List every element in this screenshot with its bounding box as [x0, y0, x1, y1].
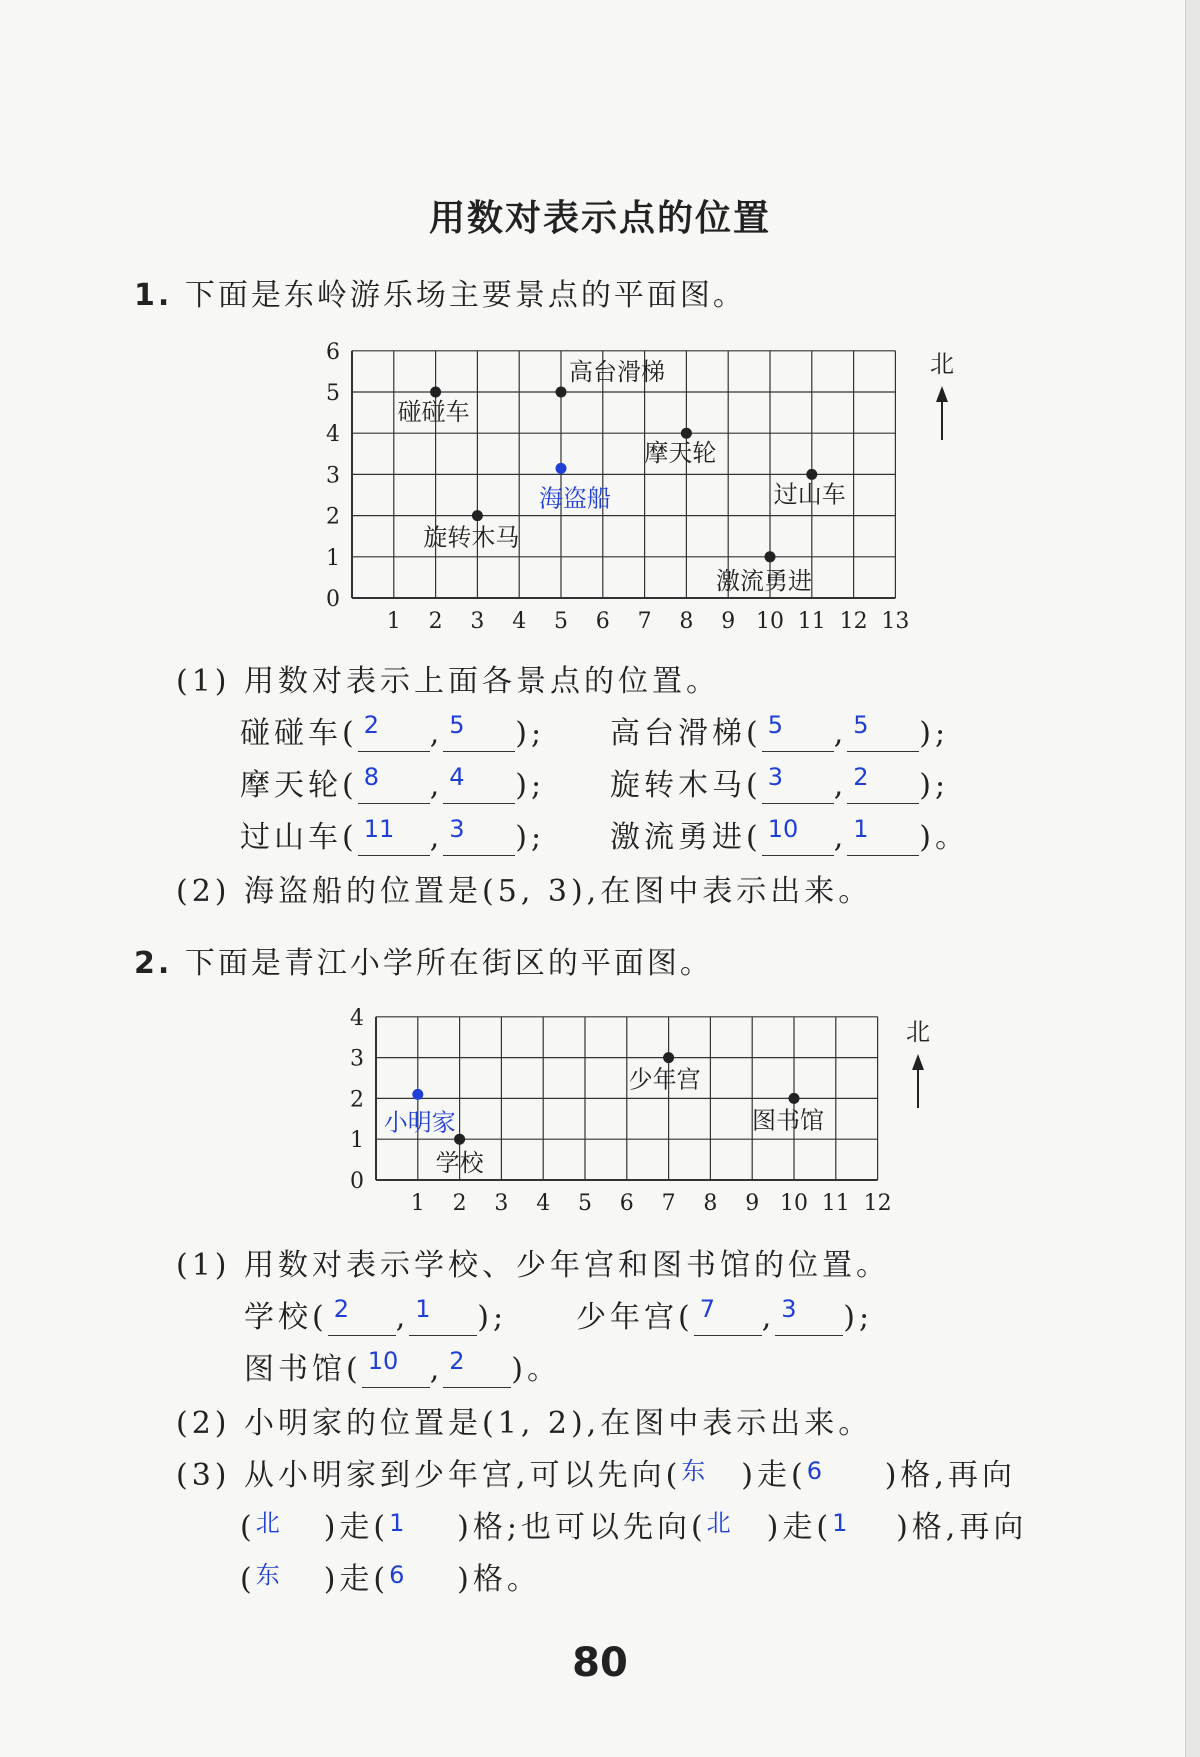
- answer-text: 2: [853, 763, 869, 791]
- chart1-point-label: 激流勇进: [716, 566, 812, 595]
- q1-sub1: (1) 用数对表示上面各景点的位置。: [176, 664, 721, 699]
- text: )走(: [323, 1510, 390, 1545]
- text: )走(: [766, 1510, 833, 1545]
- question-2: [134, 938, 713, 982]
- text: )格,再向: [884, 1458, 1016, 1493]
- chart2-y-tick: 0: [350, 1169, 364, 1194]
- q2-pair-row-1b: 少年宫( 7 , 3 );: [576, 1295, 874, 1335]
- answer-text: 5: [767, 711, 783, 739]
- answer-blank[interactable]: [762, 815, 834, 856]
- answer-text: 3: [781, 1295, 797, 1323]
- pair-name: 过山车: [240, 820, 342, 855]
- text: )走(: [741, 1458, 807, 1493]
- text: )格;也可以先向(: [457, 1510, 707, 1545]
- chart1-x-tick: 2: [428, 609, 443, 634]
- answer-blank[interactable]: [358, 815, 430, 856]
- chart1-point-label: 高台滑梯: [569, 358, 665, 386]
- chart1-north-arrow-head: [936, 386, 948, 402]
- chart1-x-tick: 9: [721, 609, 736, 634]
- pair-name: 高台滑梯: [610, 716, 746, 751]
- chart1-x-tick: 8: [679, 609, 694, 634]
- answer-blank[interactable]: [358, 711, 430, 752]
- pair-name: 旋转木马: [610, 768, 746, 803]
- chart2-point-label: 少年宫: [628, 1065, 701, 1094]
- chart2-x-tick: 8: [703, 1191, 718, 1216]
- answer-text: 5: [853, 711, 869, 739]
- chart1-point-label: 旋转木马: [423, 523, 520, 552]
- question-2-text: 下面是青江小学所在街区的平面图。: [184, 946, 713, 981]
- chart1-y-tick: 5: [326, 381, 340, 406]
- answer-blank[interactable]: [443, 1347, 511, 1388]
- answer-blank[interactable]: [409, 1295, 477, 1336]
- q1-pair-row-3b: 激流勇进( 10 , 1 )。: [610, 815, 969, 855]
- chart1-point: [765, 551, 776, 562]
- answer-text: 10: [767, 815, 799, 843]
- answer-text: 北: [706, 1509, 731, 1537]
- q2-sub2: (2) 小明家的位置是(1, 2),在图中表示出来。: [176, 1406, 873, 1441]
- chart1-y-tick: 0: [326, 587, 340, 612]
- chart2-y-tick: 2: [350, 1087, 364, 1113]
- chart2-point-label: 学校: [435, 1149, 484, 1178]
- q1-pair-row-2b: 旋转木马( 3 , 2 );: [610, 763, 950, 803]
- chart1-point: [806, 469, 817, 480]
- chart1-y-tick: 3: [326, 463, 340, 489]
- q2-sub3-line1: [176, 1450, 1016, 1494]
- q2-sub3-line3: [240, 1554, 541, 1598]
- answer-text: 1: [389, 1509, 405, 1537]
- chart2-x-tick: 2: [452, 1191, 467, 1216]
- answer-blank[interactable]: [847, 815, 919, 856]
- chart1-x-tick: 10: [756, 609, 784, 634]
- q1-pair-row-3: 过山车( 11 , 3 );: [240, 815, 546, 855]
- answer-blank[interactable]: [762, 763, 834, 804]
- answer-text: 5: [449, 711, 465, 739]
- pair-name: 碰碰车: [240, 716, 342, 751]
- page-number: 80: [572, 1640, 628, 1686]
- answer-text: 东: [255, 1561, 280, 1589]
- q1-pair-row-1: 碰碰车( 2 , 5 );: [240, 711, 546, 751]
- chart2-x-tick: 3: [494, 1191, 509, 1216]
- chart2-x-tick: 12: [863, 1191, 892, 1216]
- page-title: 用数对表示点的位置: [428, 198, 771, 239]
- chart1-answer-point: [556, 463, 567, 474]
- chart2-x-tick: 4: [536, 1191, 551, 1216]
- question-1-text: 下面是东岭游乐场主要景点的平面图。: [184, 278, 746, 313]
- pair-name: 学校: [244, 1300, 312, 1335]
- answer-text: 8: [363, 763, 379, 791]
- q1-pair-row-1b: 高台滑梯( 5 , 5 );: [610, 711, 950, 751]
- chart2-point: [663, 1052, 674, 1063]
- chart1-point: [430, 387, 441, 398]
- chart1-x-tick: 13: [881, 609, 910, 634]
- answer-text: 11: [363, 815, 395, 843]
- question-2-number: 2.: [134, 946, 173, 981]
- chart1-x-tick: 7: [637, 609, 652, 634]
- answer-text: 7: [699, 1295, 715, 1323]
- chart1-y-tick: 4: [326, 422, 340, 448]
- answer-blank[interactable]: [362, 1347, 430, 1388]
- chart1-point-label: 碰碰车: [397, 398, 470, 426]
- answer-text: 2: [333, 1295, 349, 1323]
- answer-blank[interactable]: [847, 711, 919, 752]
- answer-text: 北: [255, 1509, 280, 1537]
- answer-text: 2: [363, 711, 379, 739]
- chart2-north-label: 北: [906, 1018, 930, 1046]
- chart2-y-tick: 4: [350, 1005, 364, 1031]
- answer-blank[interactable]: [443, 711, 515, 752]
- chart1-y-tick: 6: [326, 339, 340, 365]
- chart2-point-label: 图书馆: [752, 1106, 824, 1135]
- answer-blank[interactable]: [694, 1295, 762, 1336]
- answer-text: 2: [449, 1347, 465, 1375]
- chart2-x-tick: 6: [619, 1191, 634, 1216]
- chart2-answer-label: 小明家: [383, 1108, 456, 1137]
- chart1-x-tick: 1: [386, 609, 401, 634]
- answer-text: 6: [389, 1561, 405, 1589]
- chart1-point: [556, 387, 567, 398]
- answer-blank[interactable]: [328, 1295, 396, 1336]
- pair-name: 摩天轮: [240, 768, 342, 803]
- answer-blank[interactable]: [775, 1295, 843, 1336]
- pair-name: 少年宫: [576, 1300, 678, 1335]
- text: )格,再向: [896, 1510, 1028, 1545]
- chart2-north-arrow-head: [912, 1054, 924, 1070]
- answer-text: 3: [449, 815, 465, 843]
- chart1-x-tick: 3: [470, 609, 485, 634]
- text: )走(: [323, 1562, 390, 1597]
- answer-text: 1: [832, 1509, 848, 1537]
- answer-text: 3: [767, 763, 783, 791]
- chart1-x-tick: 11: [797, 609, 826, 634]
- chart2-point: [789, 1093, 800, 1104]
- chart1-point-label: 摩天轮: [644, 439, 717, 468]
- chart1-x-tick: 5: [554, 609, 568, 634]
- chart2-x-tick: 11: [821, 1191, 850, 1216]
- chart1-point: [681, 428, 692, 439]
- answer-blank[interactable]: [358, 763, 430, 804]
- chart1-north-label: 北: [930, 350, 954, 378]
- answer-blank[interactable]: [847, 763, 919, 804]
- answer-blank[interactable]: [443, 763, 515, 804]
- chart1-point: [472, 510, 483, 521]
- chart2-answer-point: [412, 1089, 423, 1100]
- q2-sub1: (1) 用数对表示学校、少年宫和图书馆的位置。: [176, 1248, 891, 1283]
- text: (3) 从小明家到少年宫,可以先向(: [176, 1458, 682, 1493]
- text: )格。: [457, 1562, 541, 1597]
- chart2-y-tick: 3: [350, 1046, 364, 1072]
- q2-sub3-line2: [240, 1502, 1027, 1546]
- chart2-y-tick: 1: [350, 1128, 364, 1154]
- q1-sub2: (2) 海盗船的位置是(5, 3),在图中表示出来。: [176, 874, 873, 909]
- pair-name: 图书馆: [244, 1352, 346, 1387]
- q1-pair-row-2: 摩天轮( 8 , 4 );: [240, 763, 546, 803]
- chart2-x-tick: 1: [410, 1191, 425, 1216]
- chart1-y-tick: 2: [326, 504, 340, 530]
- text: (: [240, 1510, 256, 1545]
- answer-text: 6: [806, 1457, 822, 1485]
- chart2-x-tick: 5: [578, 1191, 592, 1216]
- answer-text: 10: [367, 1347, 399, 1375]
- text: (: [240, 1562, 256, 1597]
- chart1-point-label: 过山车: [773, 480, 846, 509]
- chart2-x-tick: 7: [661, 1191, 676, 1216]
- pair-name: 激流勇进: [610, 820, 746, 855]
- chart1-x-tick: 4: [512, 609, 527, 634]
- answer-text: 1: [415, 1295, 431, 1323]
- chart1-x-tick: 6: [595, 609, 610, 634]
- answer-blank[interactable]: [443, 815, 515, 856]
- chart1-x-tick: 12: [839, 609, 868, 634]
- answer-text: 东: [681, 1457, 706, 1485]
- q2-pair-row-1: 学校( 2 , 1 );: [244, 1295, 508, 1335]
- chart1-answer-label: 海盗船: [539, 484, 611, 513]
- chart1-y-tick: 1: [326, 545, 340, 571]
- answer-text: 1: [853, 815, 869, 843]
- answer-text: 4: [449, 763, 465, 791]
- question-1-number: 1.: [134, 278, 173, 313]
- q2-pair-row-2: 图书馆( 10 , 2 )。: [244, 1347, 561, 1387]
- chart2-x-tick: 9: [745, 1191, 760, 1216]
- chart2-x-tick: 10: [780, 1191, 808, 1216]
- answer-blank[interactable]: [762, 711, 834, 752]
